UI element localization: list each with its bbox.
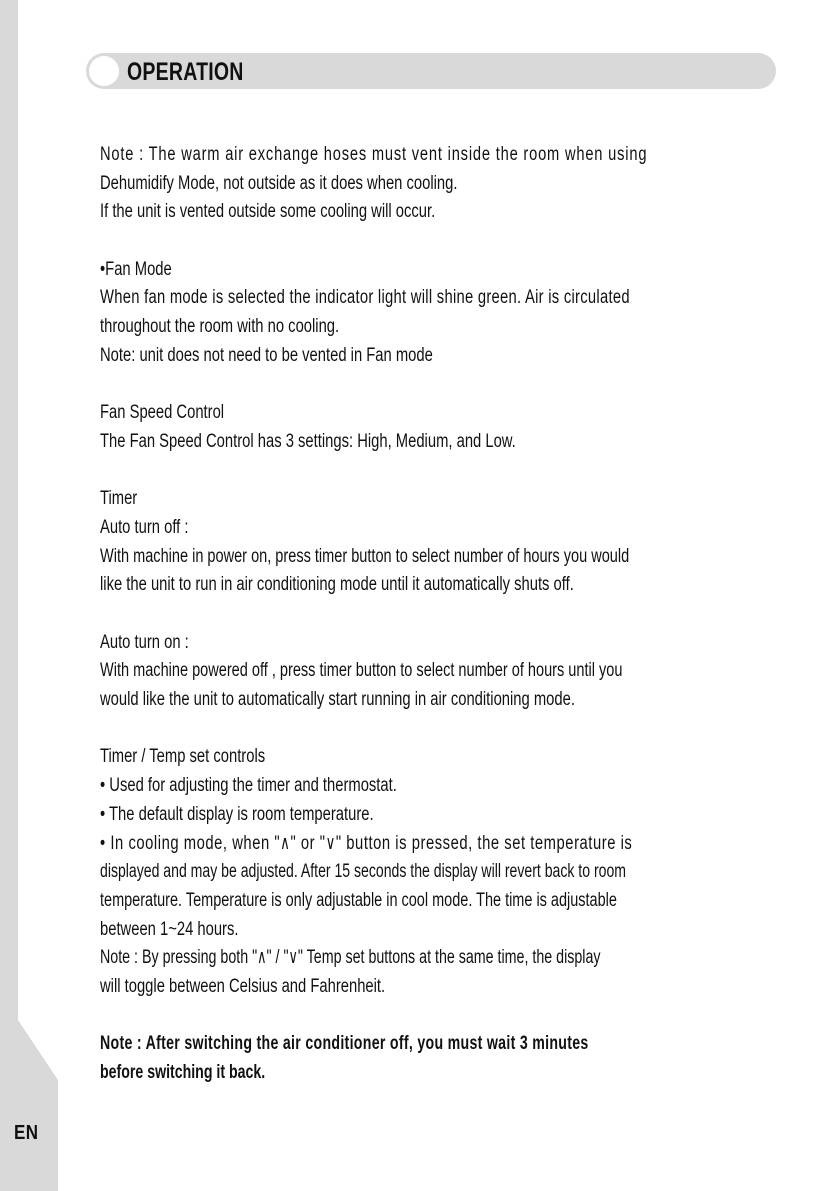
warning-note: before switching it back. (100, 1062, 266, 1083)
text-line: Auto turn on : (100, 631, 189, 653)
section-title: OPERATION (127, 58, 244, 86)
text-line: Note: unit does not need to be vented in Fan mode (100, 344, 433, 366)
text-line: Note : The warm air exchange hoses must vent inside the room when using (100, 144, 648, 165)
warning-note: Note : After switching the air conditioner off, you must wait 3 minutes (100, 1033, 589, 1055)
body-text (100, 141, 722, 1088)
text-line: Dehumidify Mode, not outside as it does when cooling. (100, 172, 458, 194)
text-line: Auto turn off : (100, 516, 189, 538)
text-line: With machine powered off , press timer button to select number of hours until you (100, 660, 623, 682)
text-line: Note : By pressing both "∧" / "∨" Temp set buttons at the same time, the display (100, 947, 601, 969)
text-line: would like the unit to automatically start running in air conditioning mode. (100, 689, 575, 711)
text-line: With machine in power on, press timer button to select number of hours you would (100, 545, 630, 567)
text-line: between 1~24 hours. (100, 918, 239, 940)
text-line: throughout the room with no cooling. (100, 316, 340, 338)
text-line: •Fan Mode (100, 258, 172, 280)
text-line: • In cooling mode, when "∧" or "∨" button is pressed, the set temperature is (100, 832, 633, 854)
language-label: EN (14, 1122, 39, 1144)
text-line: Fan Speed Control (100, 402, 225, 424)
text-line: If the unit is vented outside some cooling will occur. (100, 201, 436, 223)
text-line: will toggle between Celsius and Fahrenheit. (100, 975, 386, 997)
text-line: Timer / Temp set controls (100, 746, 266, 768)
text-line: Timer (100, 488, 138, 510)
text-line: displayed and may be adjusted. After 15 seconds the display will revert back to room (100, 861, 626, 883)
side-tab (0, 0, 58, 1191)
text-line: When fan mode is selected the indicator light will shine green. Air is circulated (100, 287, 630, 309)
text-line: The Fan Speed Control has 3 settings: High, Medium, and Low. (100, 430, 516, 452)
text-line: • The default display is room temperature. (100, 803, 374, 825)
text-line: temperature. Temperature is only adjustable in cool mode. The time is adjustable (100, 889, 617, 911)
header-bullet-icon (89, 56, 119, 86)
text-line: • Used for adjusting the timer and thermostat. (100, 775, 397, 797)
text-line: like the unit to run in air conditioning mode until it automatically shuts off. (100, 574, 574, 596)
